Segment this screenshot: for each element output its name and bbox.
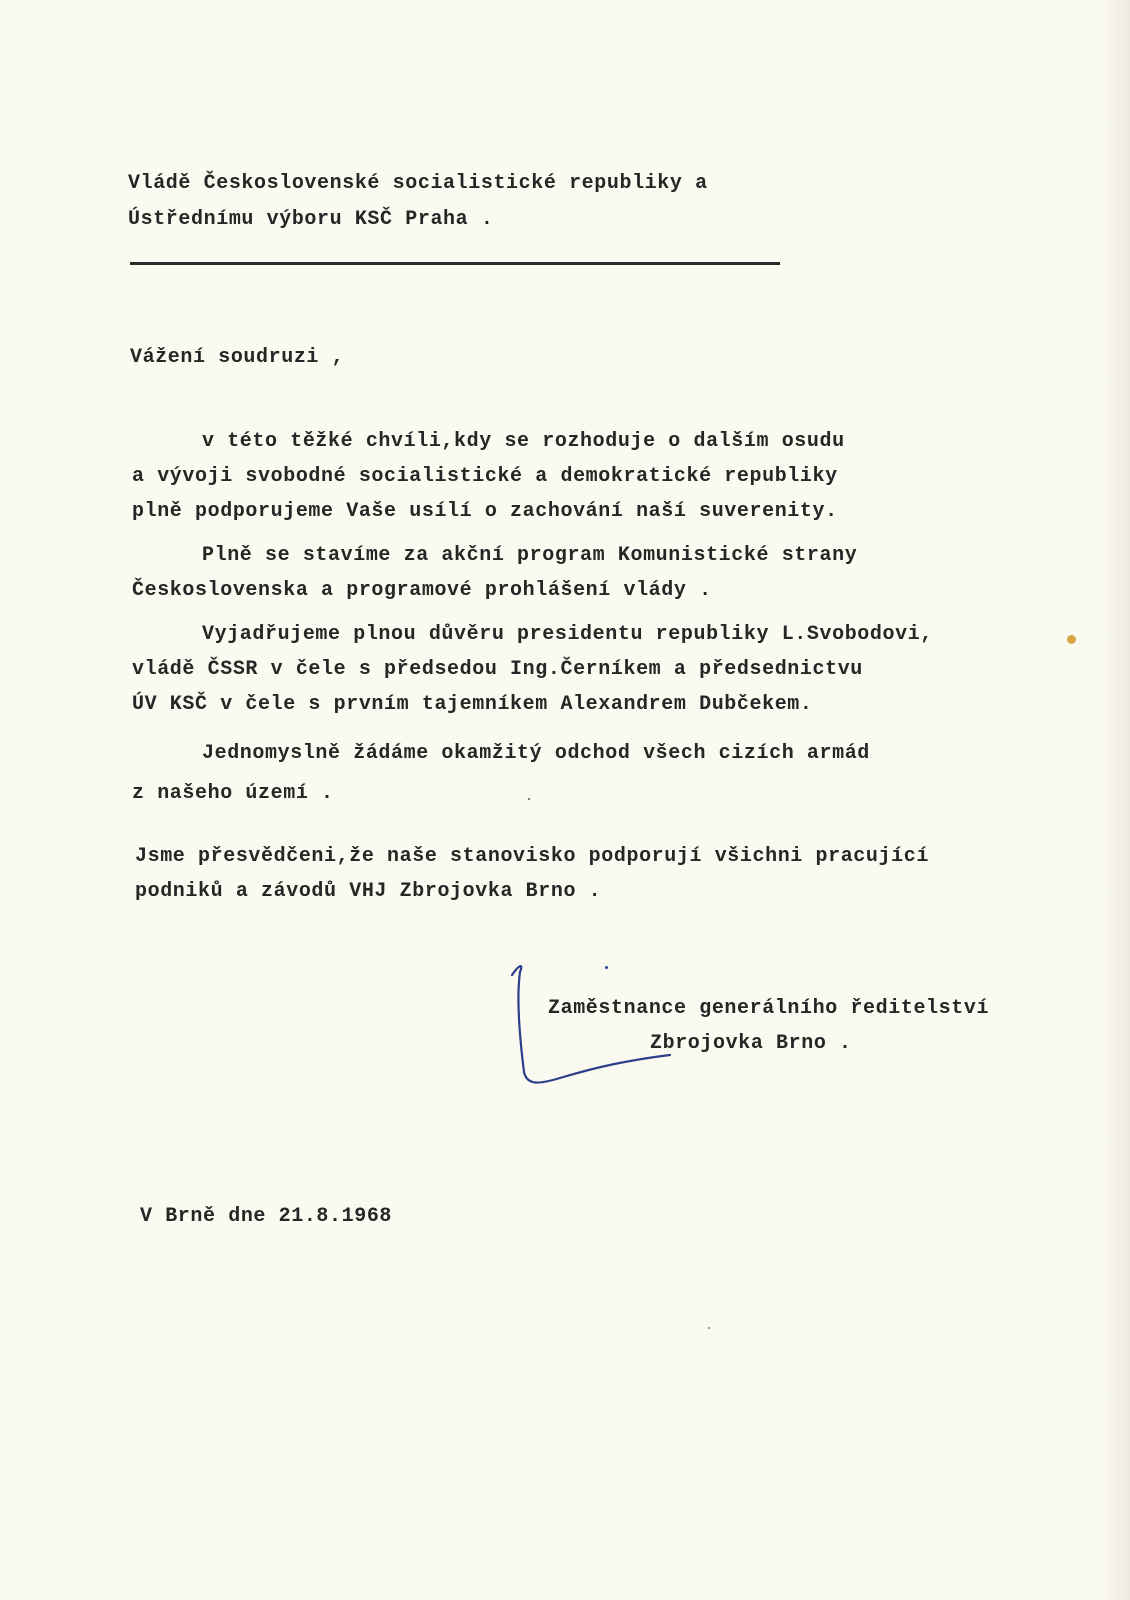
paragraph-4-line-1: Jednomyslně žádáme okamžitý odchod všech cizích armád: [202, 742, 870, 765]
paper-speck-2: [708, 1327, 710, 1329]
signature-line-2: Zbrojovka Brno .: [650, 1032, 852, 1055]
paragraph-3-line-3: ÚV KSČ v čele s prvním tajemníkem Alexandrem Dubčekem.: [132, 693, 813, 716]
ink-speck: [605, 966, 608, 969]
addressee-line-1: Vládě Československé socialistické republiky a: [128, 172, 708, 195]
paragraph-1-line-3: plně podporujeme Vaše usílí o zachování naší suverenity.: [132, 500, 838, 523]
signature-line-1: Zaměstnance generálního ředitelství: [548, 997, 990, 1020]
paragraph-2-line-1: Plně se stavíme za akční program Komunistické strany: [202, 544, 858, 567]
paper-speck: [528, 798, 530, 800]
paragraph-4-line-2: z našeho území .: [132, 782, 334, 805]
salutation: Vážení soudruzi ,: [130, 346, 345, 369]
paragraph-1-line-2: a vývoji svobodné socialistické a demokratické republiky: [132, 465, 838, 488]
paragraph-3-line-1: Vyjadřujeme plnou důvěru presidentu republiky L.Svobodovi,: [202, 623, 933, 646]
paragraph-5-line-1: Jsme přesvědčeni,že naše stanovisko podporují všichni pracující: [135, 845, 929, 868]
paragraph-1-line-1: v této těžké chvíli,kdy se rozhoduje o dalším osudu: [202, 430, 845, 453]
paper-edge-shadow: [1104, 0, 1130, 1600]
stain-mark: [1067, 635, 1076, 644]
paragraph-2-line-2: Československa a programové prohlášení vlády .: [132, 579, 712, 602]
addressee-line-2: Ústřednímu výboru KSČ Praha .: [128, 208, 494, 231]
date-line: V Brně dne 21.8.1968: [140, 1205, 393, 1228]
paragraph-5-line-2: podniků a závodů VHJ Zbrojovka Brno .: [135, 880, 602, 903]
paragraph-3-line-2: vládě ČSSR v čele s předsedou Ing.Černíkem a předsednictvu: [132, 658, 863, 681]
